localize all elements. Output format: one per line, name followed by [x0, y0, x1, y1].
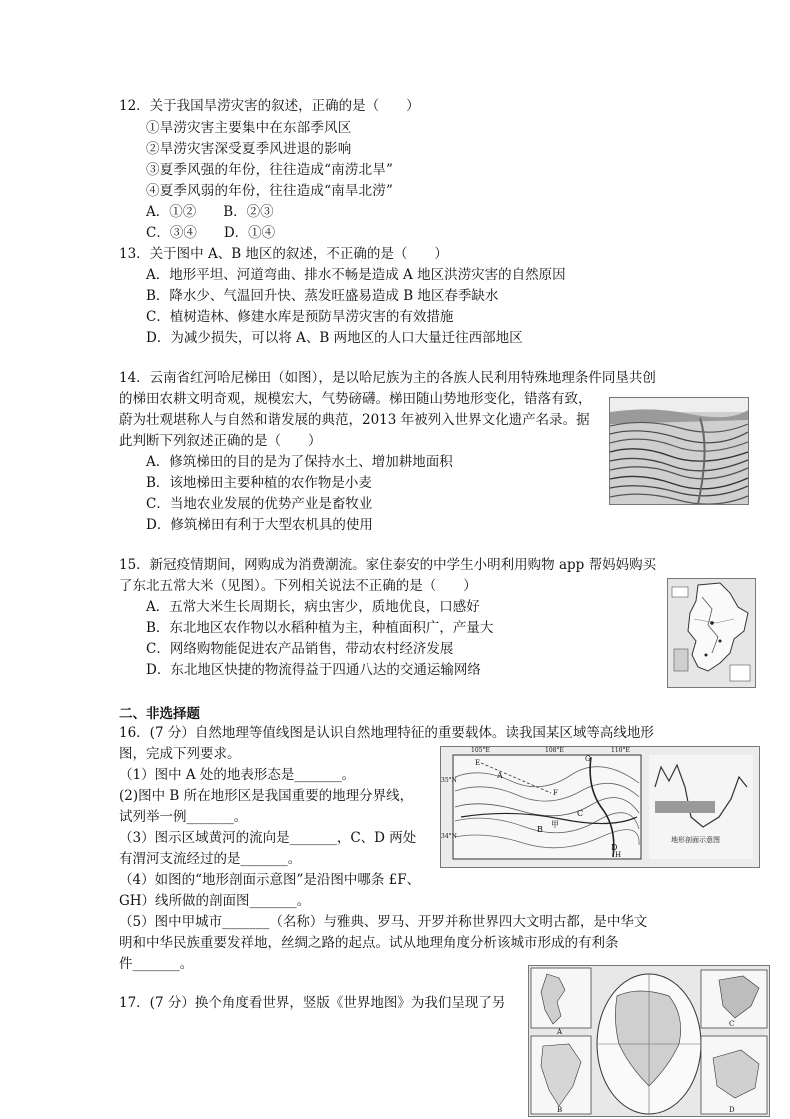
collage-label-c: C — [729, 1020, 735, 1028]
q16-line-11: 明和中华民族重要发祥地，丝绸之路的起点。试从地理角度分析该城市形成的有利条 — [119, 935, 619, 951]
map-label-d: D — [611, 843, 618, 852]
map-label-108e: 108°E — [545, 747, 564, 754]
q12-item-1: ①旱涝灾害主要集中在东部季风区 — [146, 120, 352, 136]
q16-line-10: （5）图中甲城市_______（名称）与雅典、罗马、开罗并称世界四大文明古都，是中华文 — [119, 914, 648, 930]
q13-option-d: D．为减少损失，可以将 A、B 两地区的人口大量迁往西部地区 — [146, 330, 523, 346]
q16-line-2: 图，完成下列要求。 — [119, 746, 241, 762]
section-2-title: 二、非选择题 — [119, 706, 200, 722]
contour-map — [440, 746, 760, 868]
map-label-jia: 甲 — [551, 820, 559, 829]
q14-stem-line-1: 14．云南省红河哈尼梯田（如图），是以哈尼族为主的各族人民利用特殊地理条件同垦共创 — [119, 370, 656, 386]
q15-option-c: C．网络购物能促进农产品销售，带动农村经济发展 — [146, 641, 454, 657]
q16-line-1: 16．(7 分）自然地理等值线图是认识自然地理特征的重要载体。读我国某区域等高线地形 — [119, 725, 654, 741]
q12-options-row1: A．①② B．②③ — [146, 204, 274, 220]
map-label-105e: 105°E — [471, 747, 490, 754]
q15-option-a: A．五常大米生长周期长，病虫害少，质地优良，口感好 — [146, 599, 480, 615]
q12-item-2: ②旱涝灾害深受夏季风进退的影响 — [146, 141, 352, 157]
map-label-110e: 110°E — [611, 747, 630, 754]
map-label-35n: 35°N — [441, 777, 457, 784]
q16-line-4: (2)图中 B 所在地形区是我国重要的地理分界线， — [119, 788, 414, 804]
map-label-b: B — [537, 825, 543, 834]
q15-stem-line-1: 15．新冠疫情期间，网购成为消费潮流。家住泰安的中学生小明利用购物 app 帮妈妈购买 — [119, 557, 657, 573]
terrace-photo-graphic — [610, 398, 748, 504]
q16-line-3: （1）图中 A 处的地表形态是_______。 — [119, 767, 356, 783]
northeast-china-map — [667, 578, 756, 688]
q13-option-a: A．地形平坦、河道弯曲、排水不畅是造成 A 地区洪涝灾害的自然原因 — [146, 267, 566, 283]
map-label-c: C — [577, 809, 584, 818]
q12-item-4: ④夏季风弱的年份，往往造成“南旱北涝” — [146, 183, 394, 199]
northeast-map-graphic — [668, 579, 755, 687]
map-label-34n: 34°N — [441, 833, 457, 840]
world-map-collage — [528, 965, 770, 1117]
q12-item-3: ③夏季风强的年份，往往造成“南涝北旱” — [146, 162, 394, 178]
collage-label-b: B — [557, 1106, 563, 1114]
profile-caption: 地形剖面示意图 — [671, 836, 720, 844]
q17-stem: 17．(7 分）换个角度看世界，竖版《世界地图》为我们呈现了另 — [119, 995, 506, 1011]
q13-option-c: C．植树造林、修建水库是预防旱涝灾害的有效措施 — [146, 309, 454, 325]
collage-label-a: A — [557, 1028, 563, 1036]
q12-options-row2: C．③④ D．①④ — [146, 225, 276, 241]
q13-option-b: B．降水少、气温回升快、蒸发旺盛易造成 B 地区春季缺水 — [146, 288, 499, 304]
q13-stem: 13．关于图中 A、B 地区的叙述，不正确的是（ ） — [119, 246, 448, 262]
contour-map-graphic — [441, 747, 759, 867]
q14-stem-line-4: 此判断下列叙述正确的是（ ） — [119, 433, 322, 449]
map-label-e: E — [475, 759, 481, 767]
map-label-g: G — [585, 755, 591, 763]
map-label-h: H — [615, 851, 622, 859]
q15-option-d: D．东北地区快捷的物流得益于四通八达的交通运输网络 — [146, 662, 481, 678]
q16-line-8: （4）如图的“地形剖面示意图”是沿图中哪条 £F、 — [119, 872, 421, 888]
q16-line-7: 有渭河支流经过的是_______。 — [119, 851, 302, 867]
q14-option-a: A．修筑梯田的目的是为了保持水土、增加耕地面积 — [146, 454, 453, 470]
q14-option-b: B．该地梯田主要种植的农作物是小麦 — [146, 475, 372, 491]
q16-line-6: （3）图示区域黄河的流向是_______，C、D 两处 — [119, 830, 417, 846]
map-label-a: A — [497, 771, 503, 780]
q15-stem-line-2: 了东北五常大米（见图）。下列相关说法不正确的是（ ） — [119, 578, 477, 594]
q12-stem: 12．关于我国旱涝灾害的叙述，正确的是（ ） — [119, 98, 420, 114]
q16-line-12: 件_______。 — [119, 956, 194, 972]
q15-option-b: B．东北地区农作物以水稻种植为主，种植面积广，产量大 — [146, 620, 494, 636]
q14-option-c: C．当地农业发展的优势产业是畜牧业 — [146, 496, 373, 512]
map-label-f: F — [553, 789, 558, 797]
collage-label-d: D — [729, 1106, 735, 1114]
q16-line-9: GH）线所做的剖面图_______。 — [119, 893, 311, 909]
q14-stem-line-3: 蔚为壮观堪称人与自然和谐发展的典范，2013 年被列入世界文化遗产名录。据 — [119, 412, 590, 428]
terrace-photo — [609, 397, 749, 505]
world-map-graphic — [529, 966, 769, 1116]
q16-line-5: 试列举一例_______。 — [119, 809, 248, 825]
q14-option-d: D．修筑梯田有利于大型农机具的使用 — [146, 517, 373, 533]
q14-stem-line-2: 的梯田农耕文明奇观，规模宏大，气势磅礴。梯田随山势地形变化，错落有致， — [119, 391, 592, 407]
